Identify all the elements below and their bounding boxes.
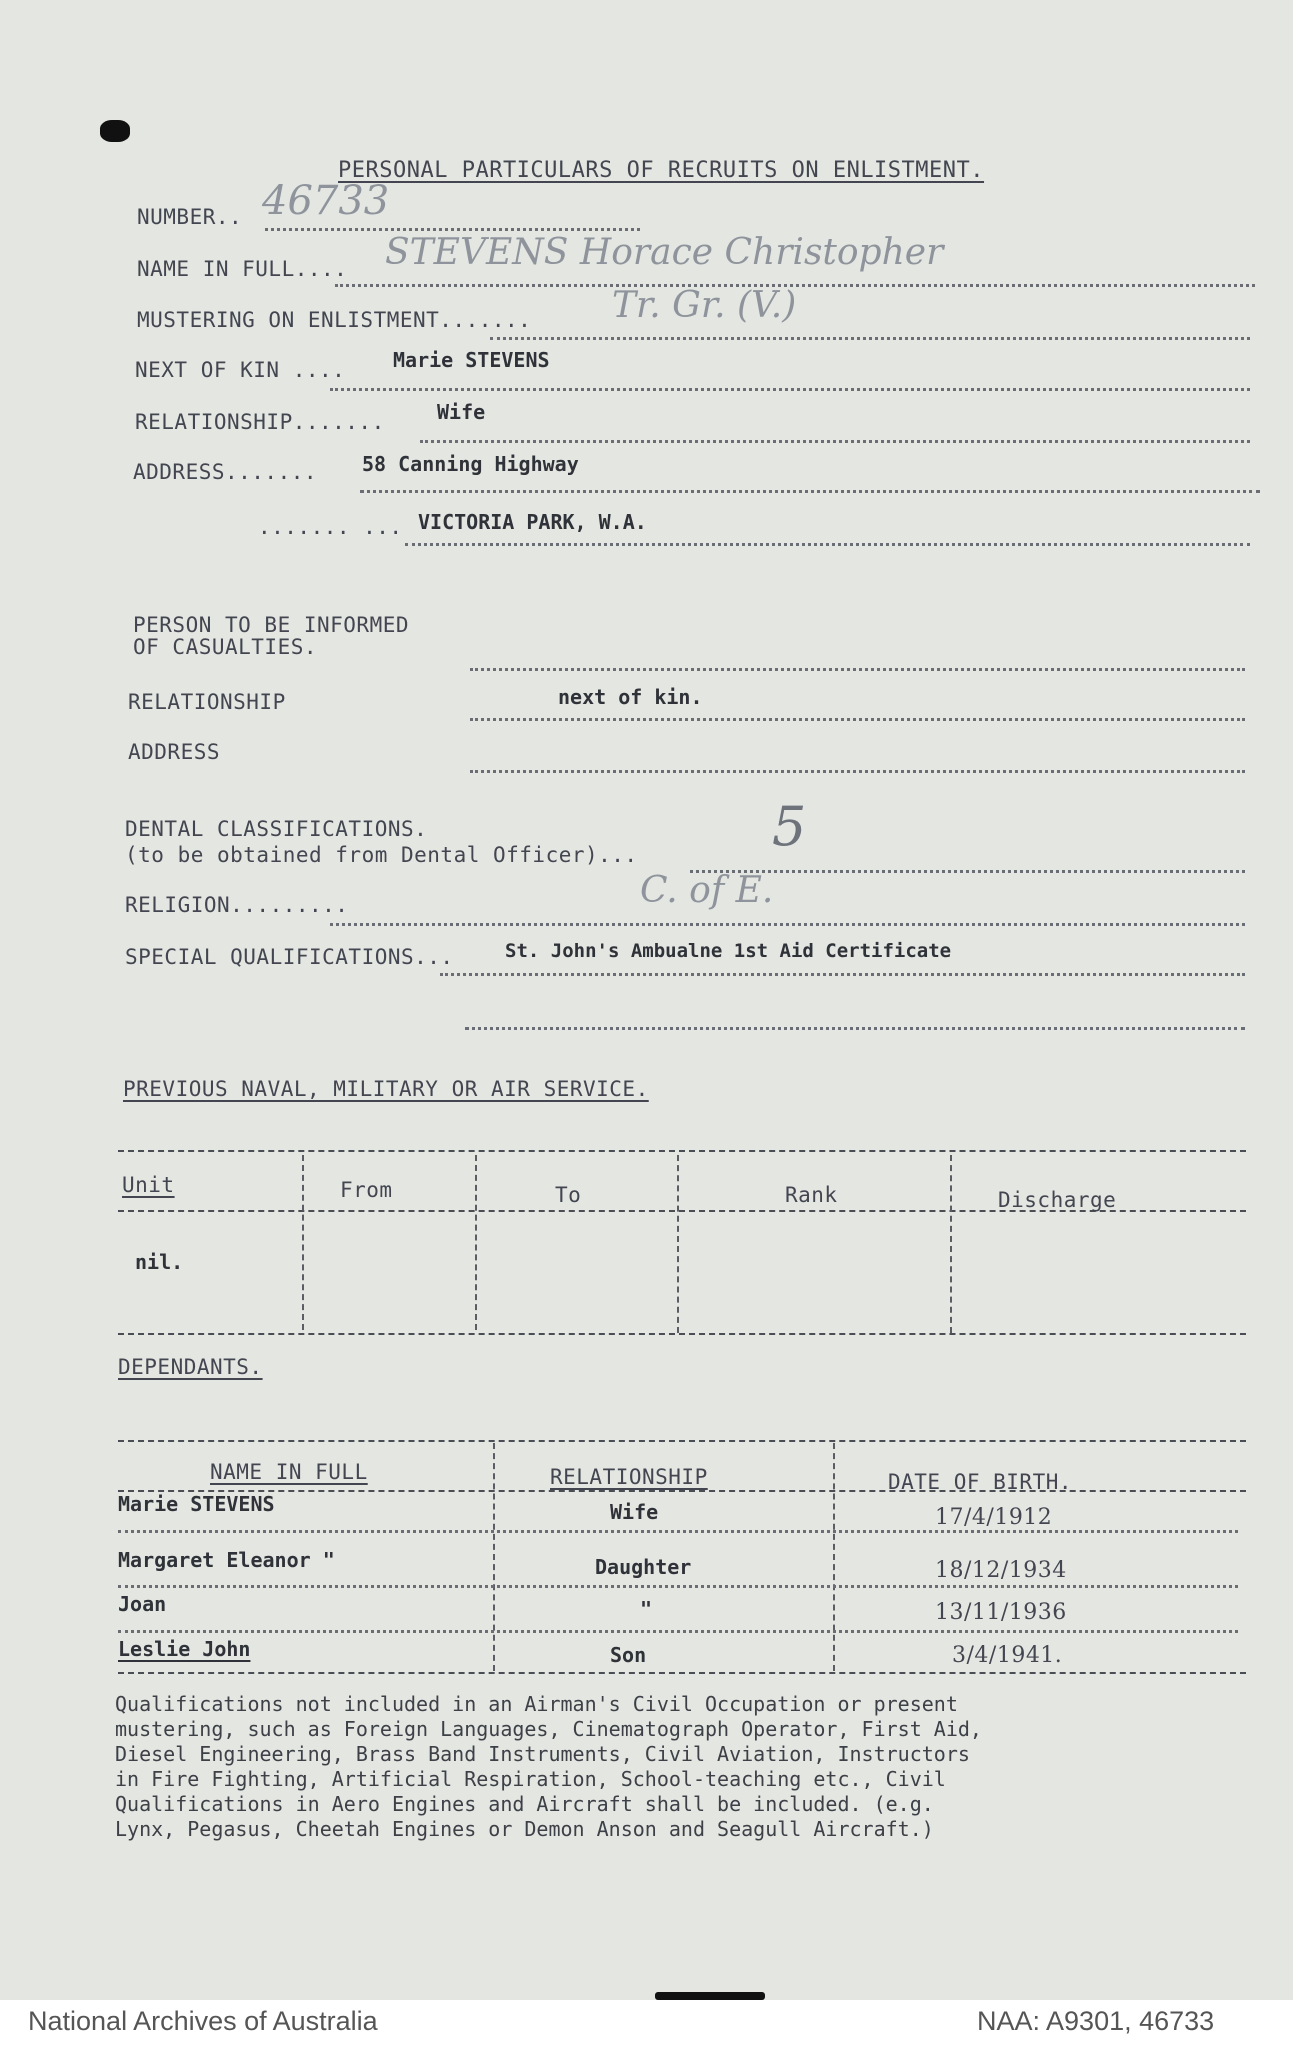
service-col-divider-2 bbox=[475, 1155, 477, 1330]
address-line-1: 58 Canning Highway bbox=[362, 452, 579, 476]
dental-label-2: (to be obtained from Dental Officer)... bbox=[125, 843, 638, 867]
service-col-divider-4 bbox=[950, 1155, 952, 1333]
form-title: PERSONAL PARTICULARS OF RECRUITS ON ENLISTMENT. bbox=[338, 158, 985, 183]
service-col-to: To bbox=[555, 1183, 582, 1207]
casualty-person-label-1: PERSON TO BE INFORMED bbox=[133, 613, 410, 637]
dependants-top-rule bbox=[118, 1440, 1246, 1442]
special-qualifications-label: SPECIAL QUALIFICATIONS... bbox=[125, 945, 454, 969]
address-dots-1 bbox=[360, 490, 1260, 493]
dependants-col-divider-1 bbox=[493, 1443, 495, 1671]
dependants-heading: DEPENDANTS. bbox=[118, 1355, 263, 1379]
dependant-dots bbox=[118, 1630, 1238, 1633]
dependants-col-name: NAME IN FULL bbox=[210, 1460, 368, 1484]
dependants-col-dob: DATE OF BIRTH. bbox=[888, 1470, 1073, 1494]
relationship-value: Wife bbox=[437, 400, 486, 424]
service-col-from: From bbox=[340, 1178, 393, 1202]
casualty-address-dots bbox=[470, 770, 1245, 773]
archive-reference: NAA: A9301, 46733 bbox=[977, 2006, 1215, 2036]
dependant-dots bbox=[118, 1530, 1238, 1533]
special-qualifications-dots-2 bbox=[465, 1027, 1245, 1030]
dependant-relationship: Daughter bbox=[595, 1555, 692, 1579]
dependant-name: Margaret Eleanor " bbox=[118, 1548, 335, 1572]
religion-value: C. of E. bbox=[640, 870, 774, 911]
next-of-kin-dots bbox=[330, 388, 1250, 391]
dependants-header-rule bbox=[118, 1490, 1246, 1492]
previous-service-heading: PREVIOUS NAVAL, MILITARY OR AIR SERVICE. bbox=[123, 1077, 649, 1101]
relationship-dots bbox=[420, 440, 1250, 443]
service-col-unit: Unit bbox=[122, 1173, 175, 1197]
dental-value: 5 bbox=[772, 795, 807, 858]
casualty-person-label-2: OF CASUALTIES. bbox=[133, 635, 318, 659]
number-value: 46733 bbox=[262, 178, 390, 224]
religion-label: RELIGION......... bbox=[125, 893, 349, 917]
mustering-dots bbox=[490, 337, 1250, 340]
service-col-divider-1 bbox=[302, 1155, 304, 1330]
dependant-name: Joan bbox=[118, 1592, 167, 1616]
qualifications-note: Qualifications not included in an Airman's Civil Occupation or present mustering, such as Foreign Languages, Cinematograph Operator, First Aid, Diesel Engineering, Brass Band Instruments, Civil Aviation, Instructors in Fire Fighting, Artificial Respiration, School-teaching etc., Civil Qualifications in Aero Engines and Aircraft shall be included. (e.g. Lynx, Pegasus, Cheetah Engines or Demon Anson and Seagull Aircraft.) bbox=[115, 1692, 982, 1841]
mustering-value: Tr. Gr. (V.) bbox=[612, 285, 797, 326]
relationship-label: RELATIONSHIP....... bbox=[135, 410, 385, 434]
service-row-unit: nil. bbox=[135, 1250, 184, 1274]
casualty-relationship-label: RELATIONSHIP bbox=[128, 690, 286, 714]
binding-mark bbox=[655, 1992, 765, 2000]
service-table-bottom-rule bbox=[118, 1333, 1246, 1335]
dependant-dob: 17/4/1912 bbox=[935, 1505, 1053, 1530]
dependant-relationship: Son bbox=[610, 1643, 647, 1667]
dependant-dob: 13/11/1936 bbox=[935, 1600, 1067, 1625]
dependant-relationship: " bbox=[640, 1597, 653, 1621]
casualty-relationship-dots bbox=[470, 718, 1245, 721]
mustering-label: MUSTERING ON ENLISTMENT....... bbox=[137, 308, 532, 332]
dependants-col-divider-2 bbox=[833, 1443, 835, 1671]
dental-label-1: DENTAL CLASSIFICATIONS. bbox=[125, 817, 428, 841]
address-dots-2 bbox=[405, 543, 1250, 546]
casualty-address-label: ADDRESS bbox=[128, 740, 221, 764]
casualty-person-dots bbox=[470, 668, 1245, 671]
dependant-name: Marie STEVENS bbox=[118, 1492, 275, 1516]
archive-footer bbox=[0, 2000, 1293, 2047]
dependant-relationship: Wife bbox=[610, 1500, 659, 1524]
number-label: NUMBER.. bbox=[137, 205, 243, 229]
name-label: NAME IN FULL.... bbox=[137, 257, 348, 281]
special-qualifications-dots-1 bbox=[440, 973, 1245, 976]
service-col-discharge: Discharge bbox=[998, 1188, 1117, 1212]
service-table-top-rule bbox=[118, 1150, 1246, 1152]
address-line-2-prefix: ....... ... bbox=[258, 515, 403, 539]
religion-dots bbox=[330, 923, 1245, 926]
dependant-dots bbox=[118, 1585, 1238, 1588]
casualty-relationship-value: next of kin. bbox=[558, 685, 703, 709]
service-col-divider-3 bbox=[677, 1155, 679, 1333]
next-of-kin-label: NEXT OF KIN .... bbox=[135, 358, 346, 382]
punch-hole-mark bbox=[100, 120, 130, 142]
number-dots bbox=[265, 228, 640, 231]
service-col-rank: Rank bbox=[785, 1183, 838, 1207]
address-line-2: VICTORIA PARK, W.A. bbox=[418, 510, 647, 534]
dependant-name: Leslie John bbox=[118, 1637, 251, 1661]
dependants-col-relationship: RELATIONSHIP bbox=[550, 1465, 708, 1489]
next-of-kin-value: Marie STEVENS bbox=[393, 348, 550, 372]
address-label: ADDRESS....... bbox=[133, 460, 318, 484]
name-value: STEVENS Horace Christopher bbox=[385, 232, 944, 273]
archive-name: National Archives of Australia bbox=[28, 2006, 378, 2036]
dependant-dob: 18/12/1934 bbox=[935, 1558, 1067, 1583]
dependant-dob: 3/4/1941. bbox=[952, 1643, 1063, 1668]
dependants-bottom-rule bbox=[118, 1672, 1246, 1674]
special-qualifications-value: St. John's Ambualne 1st Aid Certificate bbox=[505, 940, 952, 962]
